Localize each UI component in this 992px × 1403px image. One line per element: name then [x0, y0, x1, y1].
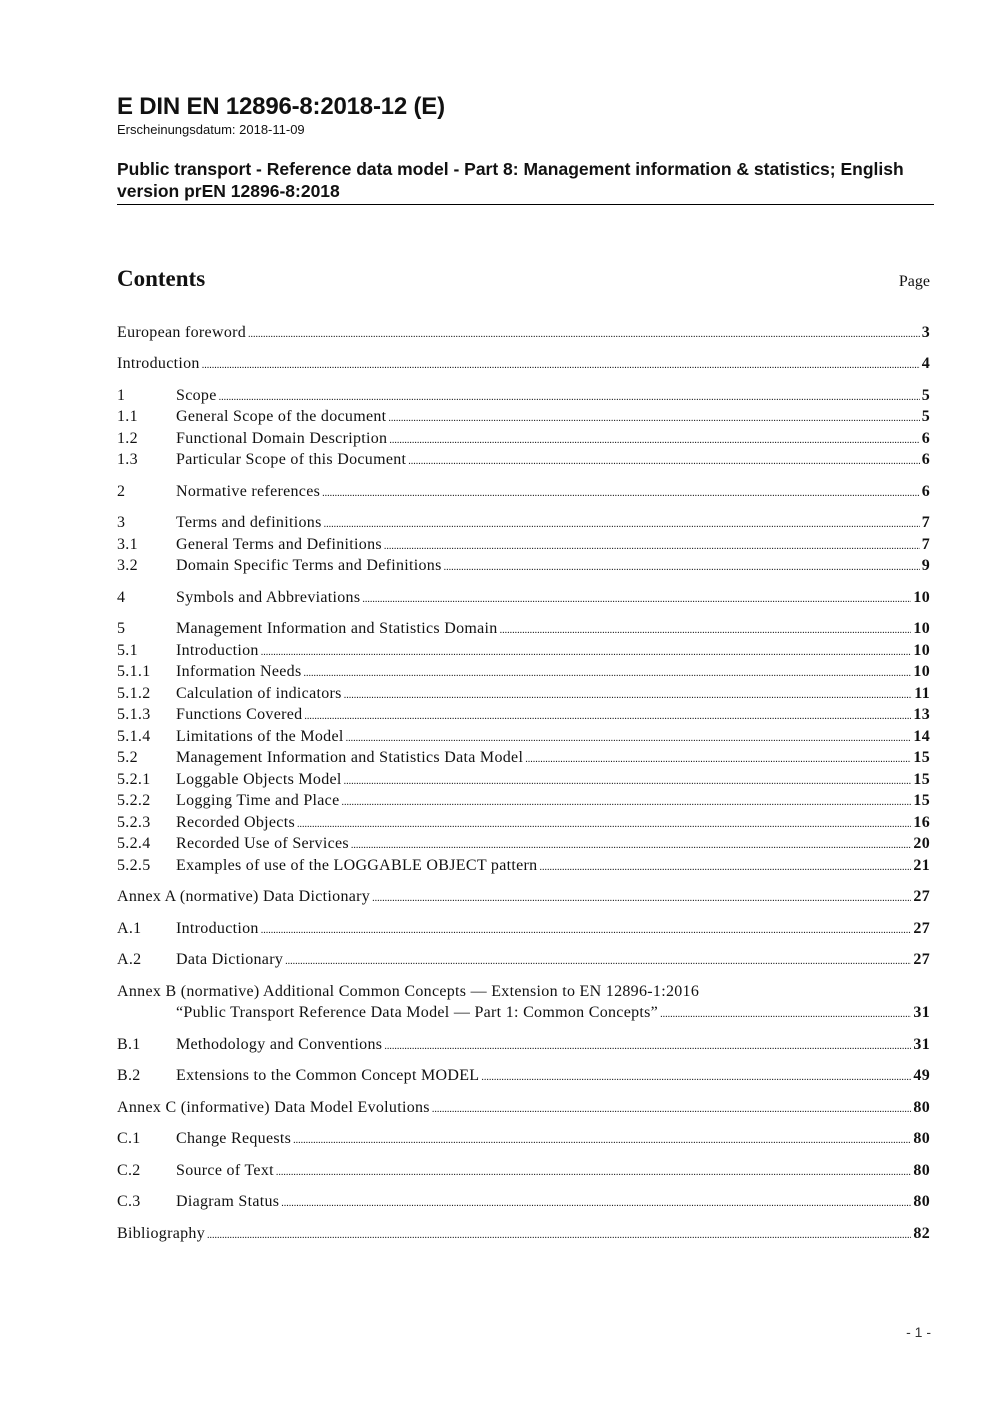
- toc-entry[interactable]: [117, 353, 930, 374]
- toc-label: Source of Text: [176, 1162, 274, 1179]
- toc-number: 5.2.4: [117, 835, 151, 852]
- contents-title: Contents: [117, 266, 206, 291]
- toc-page: 10: [913, 589, 930, 606]
- toc-label-continuation: [176, 1002, 930, 1023]
- toc-entry[interactable]: [117, 534, 930, 555]
- toc-page: 7: [921, 536, 930, 553]
- toc-page: 31: [913, 1004, 930, 1021]
- toc-leader: [481, 1067, 911, 1088]
- toc-label: Functional Domain Description: [176, 430, 388, 447]
- toc-leader: [219, 387, 920, 408]
- toc-page: 16: [913, 814, 930, 831]
- toc-label: Annex A (normative) Data Dictionary: [117, 888, 371, 905]
- toc-entry[interactable]: [117, 555, 930, 576]
- toc-number: C.1: [117, 1130, 141, 1147]
- toc-entry[interactable]: [117, 1034, 930, 1055]
- toc-number: 5.1.2: [117, 685, 151, 702]
- toc-entry[interactable]: [117, 704, 930, 725]
- toc-leader: [324, 514, 920, 535]
- toc-leader: [261, 642, 912, 663]
- toc-page: 80: [913, 1162, 930, 1179]
- toc-leader: [285, 951, 911, 972]
- toc-page: 20: [913, 835, 930, 852]
- toc-leader: [276, 1162, 912, 1183]
- toc-page: 4: [921, 355, 930, 372]
- toc-number: C.3: [117, 1193, 141, 1210]
- toc-entry[interactable]: [117, 385, 930, 406]
- toc-page: 9: [921, 557, 930, 574]
- toc-entry[interactable]: [117, 747, 930, 768]
- toc-page: 80: [913, 1130, 930, 1147]
- toc-label: Limitations of the Model: [176, 728, 344, 745]
- toc-label: Introduction: [176, 920, 259, 937]
- toc-number: A.2: [117, 951, 142, 968]
- toc-entry[interactable]: [117, 790, 930, 811]
- toc-label: Recorded Objects: [176, 814, 295, 831]
- toc-label: Particular Scope of this Document: [176, 451, 407, 468]
- toc-page: 6: [921, 430, 930, 447]
- toc-page: 10: [913, 663, 930, 680]
- toc-entry[interactable]: [117, 618, 930, 639]
- toc-entry[interactable]: [117, 512, 930, 533]
- toc-page: 14: [913, 728, 930, 745]
- toc-leader: [261, 920, 912, 941]
- toc-label: Diagram Status: [176, 1193, 280, 1210]
- toc-page: 15: [913, 771, 930, 788]
- toc-label: Calculation of indicators: [176, 685, 342, 702]
- toc-label: Terms and definitions: [176, 514, 322, 531]
- toc-leader: [322, 483, 920, 504]
- toc-number: 5.2: [117, 749, 138, 766]
- toc-leader: [207, 1225, 911, 1246]
- page-column-label: Page: [898, 273, 930, 290]
- toc-number: 5.2.3: [117, 814, 151, 831]
- toc-entry[interactable]: [117, 855, 930, 876]
- toc-label: Extensions to the Common Concept MODEL: [176, 1067, 480, 1084]
- toc-number: 5.2.1: [117, 771, 151, 788]
- toc-number: 2: [117, 483, 126, 500]
- toc-number: 1.1: [117, 408, 138, 425]
- toc-leader: [297, 814, 911, 835]
- toc-number: 1.3: [117, 451, 138, 468]
- toc-entry[interactable]: [117, 833, 930, 854]
- toc-page: 82: [913, 1225, 930, 1242]
- toc-leader: [341, 792, 911, 813]
- toc-number: 5.1.4: [117, 728, 151, 745]
- toc-page: 6: [921, 451, 930, 468]
- toc-label: Bibliography: [117, 1225, 206, 1242]
- toc-entry[interactable]: [117, 726, 930, 747]
- toc-entry[interactable]: [117, 949, 930, 970]
- toc-label: Examples of use of the LOGGABLE OBJECT pattern: [176, 857, 538, 874]
- toc-entry[interactable]: [117, 886, 930, 907]
- toc-number: B.2: [117, 1067, 141, 1084]
- toc-number: 5.1: [117, 642, 138, 659]
- toc-entry[interactable]: [117, 640, 930, 661]
- toc-page: 27: [913, 951, 930, 968]
- toc-entry[interactable]: [117, 428, 930, 449]
- toc-label: Management Information and Statistics Data Model: [176, 749, 524, 766]
- toc-entry[interactable]: [117, 322, 930, 343]
- toc-label: Annex C (informative) Data Model Evolutions: [117, 1099, 430, 1116]
- toc-label: Scope: [176, 387, 217, 404]
- toc-label: Change Requests: [176, 1130, 292, 1147]
- toc-label: Management Information and Statistics Domain: [176, 620, 498, 637]
- toc-number: C.2: [117, 1162, 141, 1179]
- toc-leader: [344, 771, 912, 792]
- toc-leader: [444, 557, 920, 578]
- toc-page: 3: [921, 324, 930, 341]
- toc-number: 1.2: [117, 430, 138, 447]
- toc-leader: [293, 1130, 911, 1151]
- toc-leader: [432, 1099, 912, 1120]
- toc-leader: [304, 663, 912, 684]
- toc-label: Loggable Objects Model: [176, 771, 342, 788]
- toc-leader: [388, 408, 919, 429]
- toc-number: B.1: [117, 1036, 141, 1053]
- toc-number: 5.1.3: [117, 706, 151, 723]
- toc-leader: [362, 589, 911, 610]
- toc-page: 5: [921, 387, 930, 404]
- toc-label: Logging Time and Place: [176, 792, 340, 809]
- toc-entry[interactable]: [117, 1223, 930, 1244]
- toc-label: Recorded Use of Services: [176, 835, 349, 852]
- toc-label: Data Dictionary: [176, 951, 284, 968]
- toc-page: 31: [913, 1036, 930, 1053]
- publication-date: Erscheinungsdatum: 2018-11-09: [117, 122, 305, 137]
- toc-page: 10: [913, 642, 930, 659]
- toc-label: Domain Specific Terms and Definitions: [176, 557, 442, 574]
- toc-leader: [346, 728, 912, 749]
- toc-leader: [304, 706, 911, 727]
- toc-label: Annex B (normative) Additional Common Concepts — Extension to EN 12896-1:2016: [117, 983, 700, 1000]
- toc-leader: [202, 355, 920, 376]
- toc-leader: [372, 888, 911, 909]
- toc-number: 3.1: [117, 536, 138, 553]
- toc-label: General Scope of the document: [176, 408, 387, 425]
- toc-leader: [408, 451, 919, 472]
- toc-page: 6: [921, 483, 930, 500]
- toc-page: 27: [913, 888, 930, 905]
- toc-page: 15: [913, 792, 930, 809]
- toc-entry[interactable]: [117, 406, 930, 427]
- document-header: [117, 93, 934, 205]
- toc-number: 4: [117, 589, 126, 606]
- toc-leader: [344, 685, 913, 706]
- toc-page: 21: [913, 857, 930, 874]
- page-number: - 1 -: [906, 1324, 931, 1340]
- toc-page: 11: [914, 685, 930, 702]
- toc-number: 5.2.5: [117, 857, 151, 874]
- toc-entry[interactable]: [117, 1128, 930, 1149]
- toc-page: 13: [913, 706, 930, 723]
- toc-label: Functions Covered: [176, 706, 303, 723]
- toc-entry[interactable]: [117, 1097, 930, 1118]
- toc-entry[interactable]: [117, 769, 930, 790]
- toc-page: 7: [921, 514, 930, 531]
- toc-page: 10: [913, 620, 930, 637]
- toc-page: 5: [921, 408, 930, 425]
- toc-label: Introduction: [176, 642, 259, 659]
- toc-entry[interactable]: [117, 661, 930, 682]
- toc-label: Symbols and Abbreviations: [176, 589, 361, 606]
- toc-entry[interactable]: [117, 481, 930, 502]
- toc-entry[interactable]: [117, 812, 930, 833]
- toc-page: 15: [913, 749, 930, 766]
- toc-entry[interactable]: [117, 1065, 930, 1086]
- toc-page: 80: [913, 1099, 930, 1116]
- toc-leader: [660, 1004, 911, 1025]
- toc-page: 49: [913, 1067, 930, 1084]
- toc-label: Introduction: [117, 355, 200, 372]
- toc-leader: [384, 536, 920, 557]
- toc-entry[interactable]: [117, 1160, 930, 1181]
- toc-entry[interactable]: [117, 449, 930, 470]
- toc-page: 80: [913, 1193, 930, 1210]
- contents-heading: [117, 266, 930, 296]
- toc-label: General Terms and Definitions: [176, 536, 382, 553]
- toc-number: 5.1.1: [117, 663, 151, 680]
- toc-page: 27: [913, 920, 930, 937]
- toc-number: 3.2: [117, 557, 138, 574]
- document-title: Public transport - Reference data model - Part 8: Management information & statistics; English version prEN 12896-8:2018: [117, 158, 934, 205]
- toc-leader: [384, 1036, 911, 1057]
- toc-entry[interactable]: [117, 683, 930, 704]
- toc-leader: [248, 324, 920, 345]
- toc-leader: [500, 620, 912, 641]
- toc-label-line2: “Public Transport Reference Data Model — Part 1: Common Concepts”: [176, 1004, 659, 1021]
- toc-label: European foreword: [117, 324, 247, 341]
- document-id: E DIN EN 12896-8:2018-12 (E): [117, 93, 445, 120]
- toc-leader: [351, 835, 911, 856]
- toc-number: 5: [117, 620, 126, 637]
- toc-label: Methodology and Conventions: [176, 1036, 383, 1053]
- toc-label: Normative references: [176, 483, 321, 500]
- toc-leader: [539, 857, 911, 878]
- toc-leader: [525, 749, 911, 770]
- toc-number: A.1: [117, 920, 142, 937]
- toc-label: Information Needs: [176, 663, 302, 680]
- toc-entry[interactable]: [117, 918, 930, 939]
- toc-number: 3: [117, 514, 126, 531]
- toc-leader: [281, 1193, 911, 1214]
- toc-number: 5.2.2: [117, 792, 151, 809]
- toc-entry[interactable]: [117, 1191, 930, 1212]
- toc-entry[interactable]: [117, 587, 930, 608]
- toc-number: 1: [117, 387, 126, 404]
- toc-leader: [389, 430, 919, 451]
